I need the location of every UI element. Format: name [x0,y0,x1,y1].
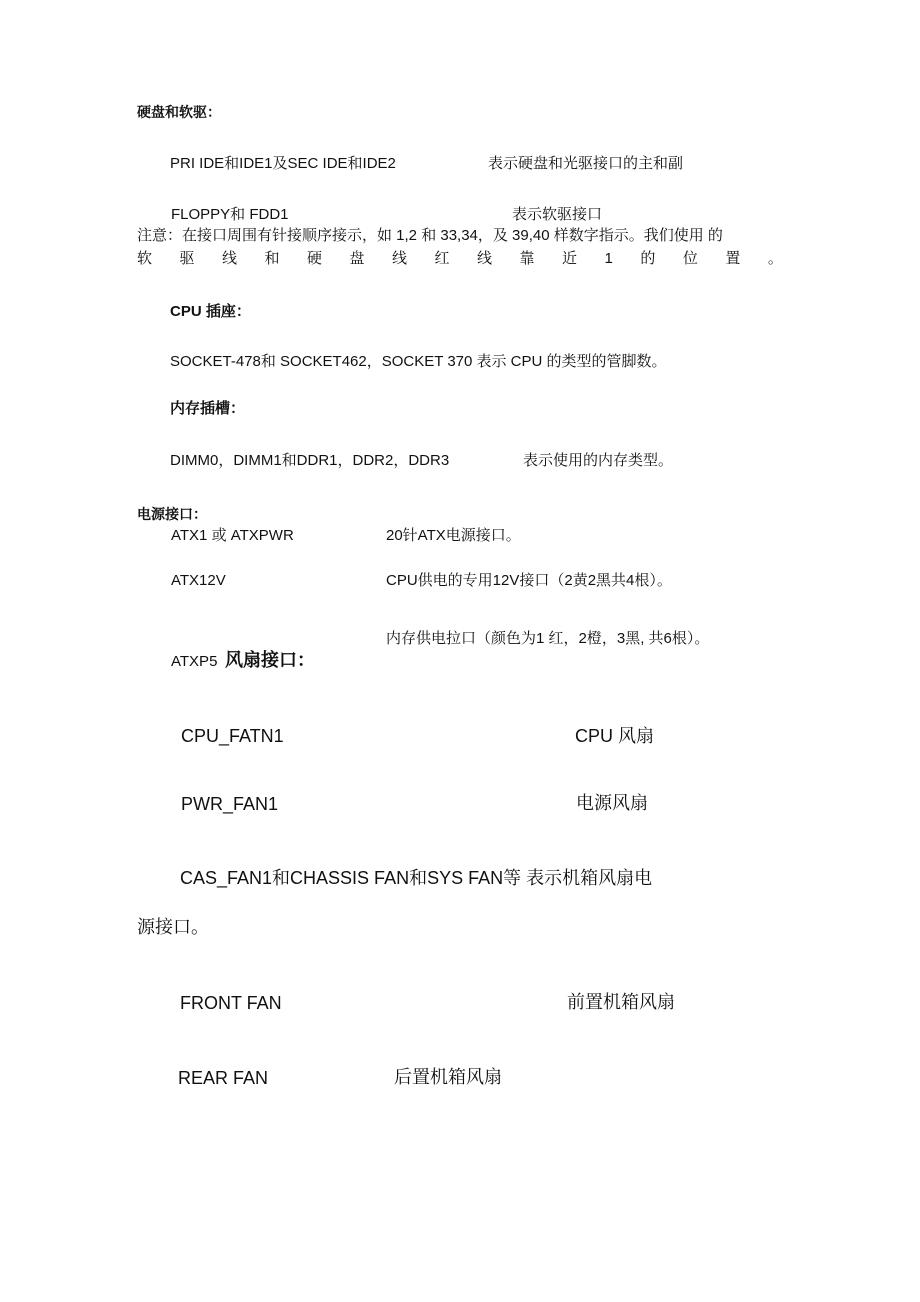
atx1-code: ATX1 或 ATXPWR [171,527,294,544]
dimm-code: DIMM0，DIMM1和DDR1，DDR2，DDR3 [170,452,450,469]
floppy-code: FLOPPY和 FDD1 [171,206,289,223]
note-char: 置 [725,250,741,267]
rear-fan-code: REAR FAN [178,1068,269,1088]
dimm-description: 表示使用的内存类型。 [523,452,674,469]
ide-description: 表示硬盘和光驱接口的主和副 [488,155,684,172]
front-fan-code: FRONT FAN [180,993,282,1013]
floppy-description: 表示软驱接口 [512,206,603,223]
disk-heading: 硬盘和软驱： [137,104,221,120]
cpu-socket-text: SOCKET-478和 SOCKET462，SOCKET 370 表示 CPU 的类型的管脚数。 [170,353,667,370]
note-char: 线 [222,250,238,267]
note-char: 和 [264,250,280,267]
cpu-fan-description: CPU 风扇 [575,726,655,746]
note-line-2 [137,251,783,266]
memory-heading: 内存插槽： [170,400,246,417]
note-char: 软 [137,250,153,267]
note-char: 近 [562,250,578,267]
cas-fan-line-2: 源接口。 [137,917,209,937]
note-char: 线 [477,250,493,267]
cpu-fan-code: CPU_FATN1 [181,726,284,746]
atxp5-code: ATXP5 [171,653,218,670]
power-heading: 电源接口： [137,506,207,522]
pwr-fan-code: PWR_FAN1 [181,794,279,814]
ide-code: PRI IDE和IDE1及SEC IDE和IDE2 [170,155,396,172]
atxp5-description: 内存供电拉口（颜色为1 红，2橙，3黑, 共6根）。 [386,630,710,647]
note-char: 位 [682,250,698,267]
note-char: 线 [392,250,408,267]
pwr-fan-description: 电源风扇 [576,793,648,813]
cas-fan-line-1: CAS_FAN1和CHASSIS FAN和SYS FAN等 表示机箱风扇电 [180,868,653,888]
atx1-description: 20针ATX电源接口。 [386,527,521,544]
note-char: 驱 [179,250,195,267]
atx12v-code: ATX12V [171,572,226,589]
note-char: 。 [767,250,783,267]
fan-heading: 风扇接口： [225,650,315,670]
note-char: 1 [604,250,613,267]
note-line-1: 注意：在接口周围有针接顺序接示，如 1,2 和 33,34，及 39,40 样数字指示。我们使用 的 [137,227,723,244]
cpu-heading: CPU 插座： [170,303,251,320]
note-char: 硬 [307,250,323,267]
note-char: 红 [434,250,450,267]
note-char: 盘 [349,250,365,267]
rear-fan-description: 后置机箱风扇 [394,1067,502,1087]
atx12v-description: CPU供电的专用12V接口（2黄2黑共4根）。 [386,572,672,589]
front-fan-description: 前置机箱风扇 [567,992,675,1012]
note-char: 靠 [519,250,535,267]
note-char: 的 [640,250,656,267]
